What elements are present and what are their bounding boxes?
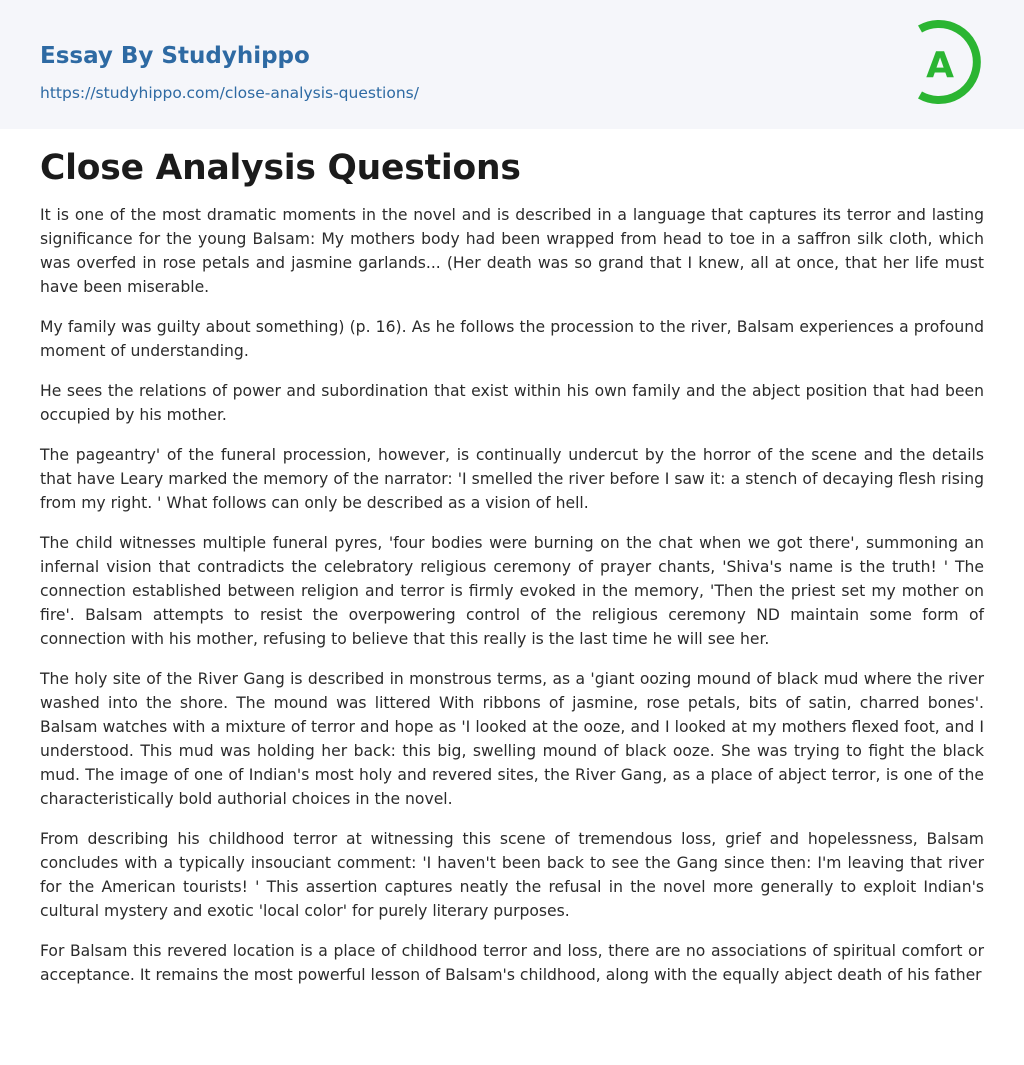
article-paragraph: He sees the relations of power and subordination that exist within his own family and the abject position that had been occupied by his mother. <box>40 382 984 424</box>
studyhippo-logo-icon[interactable] <box>912 19 986 105</box>
article-paragraph: From describing his childhood terror at witnessing this scene of tremendous loss, grief and hopelessness, Balsam concludes with a typically insouciant comment: 'I haven't been back to see the Gang since then: I'm leaving that river for the American tourists! ' This assertion captures neatly the refusal in the novel more generally to exploit Indian's cultural mystery and exotic 'local color' for purely literary purposes. <box>40 830 984 920</box>
article-paragraph: The pageantry' of the funeral procession, however, is continually undercut by the horror of the scene and the details that have Leary marked the memory of the narrator: 'I smelled the river before I saw it: a stench of decaying flesh rising from my right. ' What follows can only be described as a vision of hell. <box>40 446 984 512</box>
article-body <box>0 129 1024 987</box>
article-paragraph: For Balsam this revered location is a place of childhood terror and loss, there are no associations of spiritual comfort or acceptance. It remains the most powerful lesson of Balsam's childhood, along with the equally abject death of his father <box>40 942 984 984</box>
article-paragraph: My family was guilty about something) (p. 16). As he follows the procession to the river, Balsam experiences a profound moment of understanding. <box>40 318 984 360</box>
logo-svg <box>912 19 986 105</box>
article-paragraph: The child witnesses multiple funeral pyres, 'four bodies were burning on the chat when we got there', summoning an infernal vision that contradicts the celebratory religious ceremony of prayer chants, 'Shiva's name is the truth! ' The connection established between religion and terror is firmly evoked in the memory, 'Then the priest set my mother on fire'. Balsam attempts to resist the overpowering control of the religious ceremony ND maintain some form of connection with his mother, refusing to believe that this really is the last time he will see her. <box>40 534 984 648</box>
site-header <box>0 0 1024 129</box>
page-title: Close Analysis Questions <box>40 148 521 188</box>
article-paragraph: It is one of the most dramatic moments in the novel and is described in a language that captures its terror and lasting significance for the young Balsam: My mothers body had been wrapped from head to toe in a saffron silk cloth, which was overfed in rose petals and jasmine garlands... (Her death was so grand that I knew, all at once, that her life must have been miserable. <box>40 206 984 296</box>
logo-letter: A <box>926 45 954 86</box>
brand-title: Essay By Studyhippo <box>40 43 310 69</box>
article-paragraph: The holy site of the River Gang is described in monstrous terms, as a 'giant oozing mound of black mud where the river washed into the shore. The mound was littered With ribbons of jasmine, rose petals, bits of satin, charred bones'. Balsam watches with a mixture of terror and hope as 'I looked at the ooze, and I looked at my mothers flexed foot, and I understood. This mud was holding her back: this big, swelling mound of black ooze. She was trying to fight the black mud. The image of one of Indian's most holy and revered sites, the River Gang, as a place of abject terror, is one of the characteristically bold authorial choices in the novel. <box>40 670 984 808</box>
article-url-link[interactable]: https://studyhippo.com/close-analysis-questions/ <box>40 84 419 102</box>
